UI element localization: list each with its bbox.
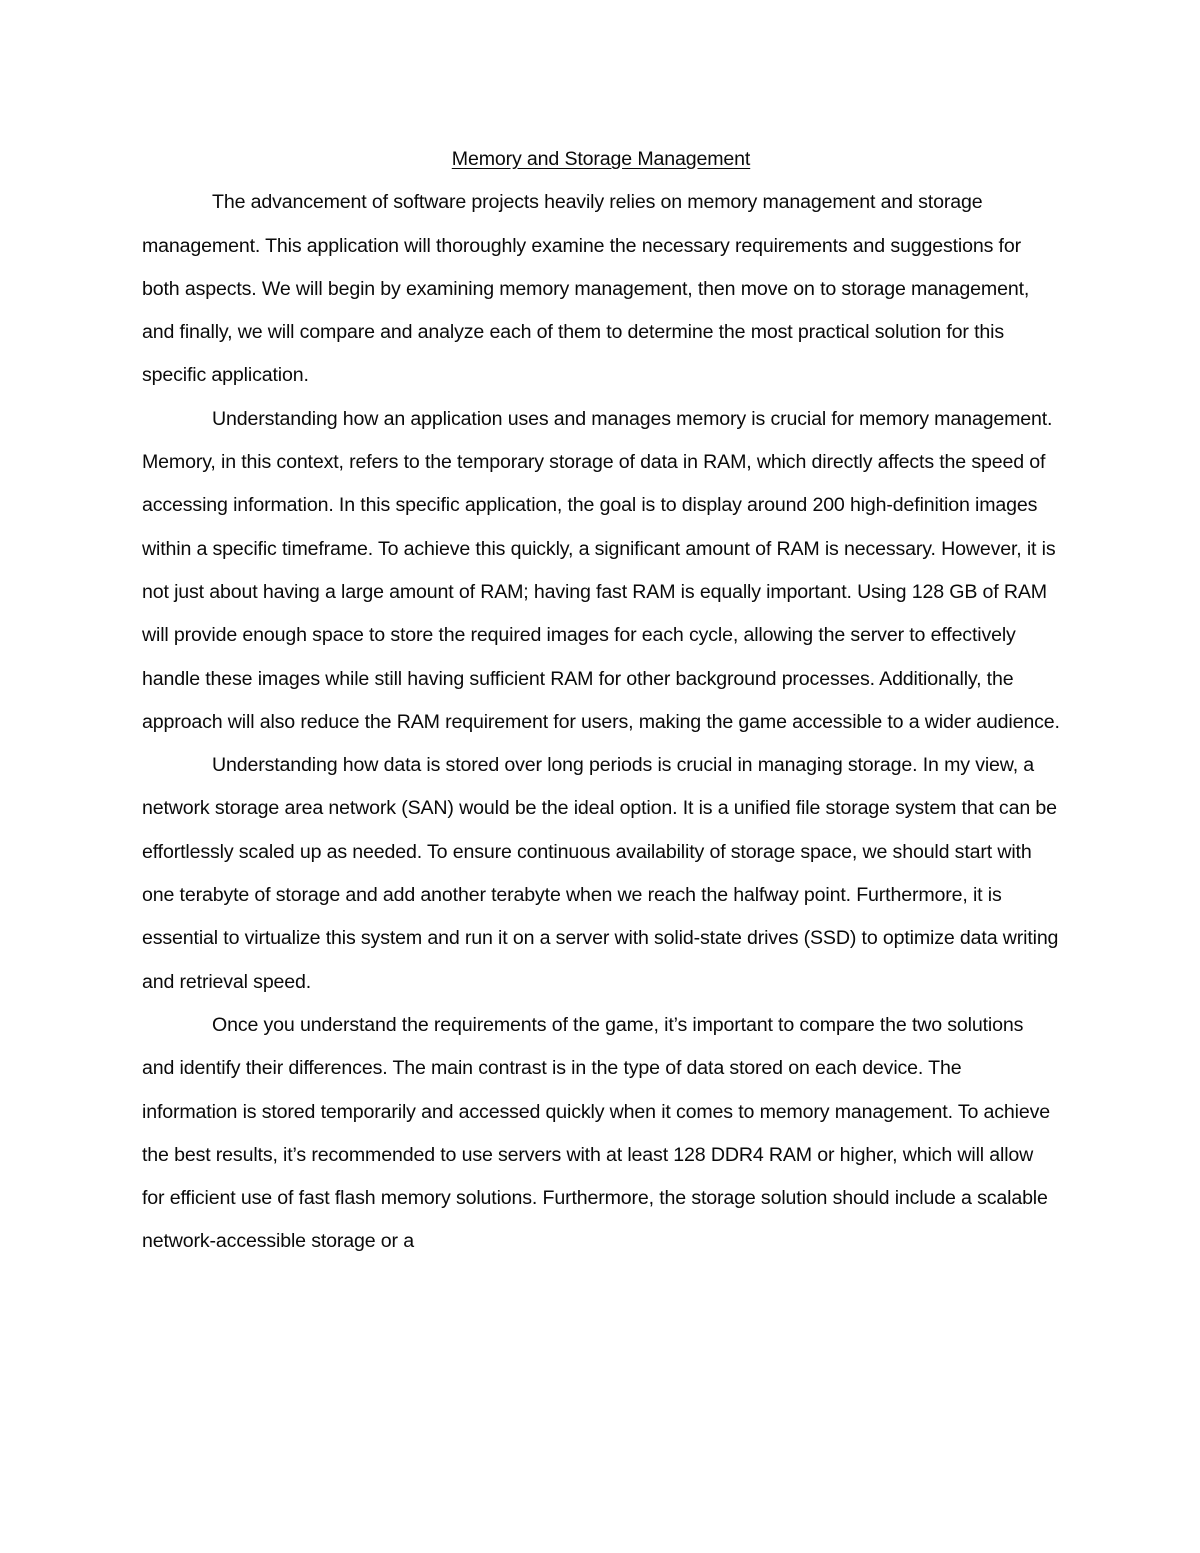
paragraph-comparison: Once you understand the requirements of the game, it’s important to compare the two solutions and identify their differences. The main contrast is in the type of data stored on each device. The information is stored temporarily and accessed quickly when it comes to memory management. To achieve the best results, it’s recommended to use servers with at least 128 DDR4 RAM or higher, which will allow for efficient use of fast flash memory solutions. Furthermore, the storage solution should include a scalable network-accessible storage or a <box>142 1013 1050 1253</box>
paragraph-storage-management: Understanding how data is stored over long periods is crucial in managing storage. In my view, a network storage area network (SAN) would be the ideal option. It is a unified file storage system that can be effortlessly scaled up as needed. To ensure continuous availability of storage space, we should start with one terabyte of storage and add another terabyte when we reach the halfway point. Furthermore, it is essential to virtualize this system and run it on a server with solid-state drives (SSD) to optimize data writing and retrieval speed. <box>142 754 1059 993</box>
document-title: Memory and Storage Management <box>451 148 751 170</box>
paragraph-intro: The advancement of software projects heavily relies on memory management and storage management. This application will thoroughly examine the necessary requirements and suggestions for both aspects. We will begin by examining memory management, then move on to storage management, and finally, we will compare and analyze each of them to determine the most practical solution for this specific application. <box>142 191 1030 387</box>
document-body <box>142 138 1060 1264</box>
paragraph-memory-management: Understanding how an application uses and manages memory is crucial for memory management. Memory, in this context, refers to the temporary storage of data in RAM, which directly affects the speed of accessing information. In this specific application, the goal is to display around 200 high-definition images within a specific timeframe. To achieve this quickly, a significant amount of RAM is necessary. However, it is not just about having a large amount of RAM; having fast RAM is equally important. Using 128 GB of RAM will provide enough space to store the required images for each cycle, allowing the server to effectively handle these images while still having sufficient RAM for other background processes. Additionally, the approach will also reduce the RAM requirement for users, making the game accessible to a wider audience. <box>142 407 1060 733</box>
